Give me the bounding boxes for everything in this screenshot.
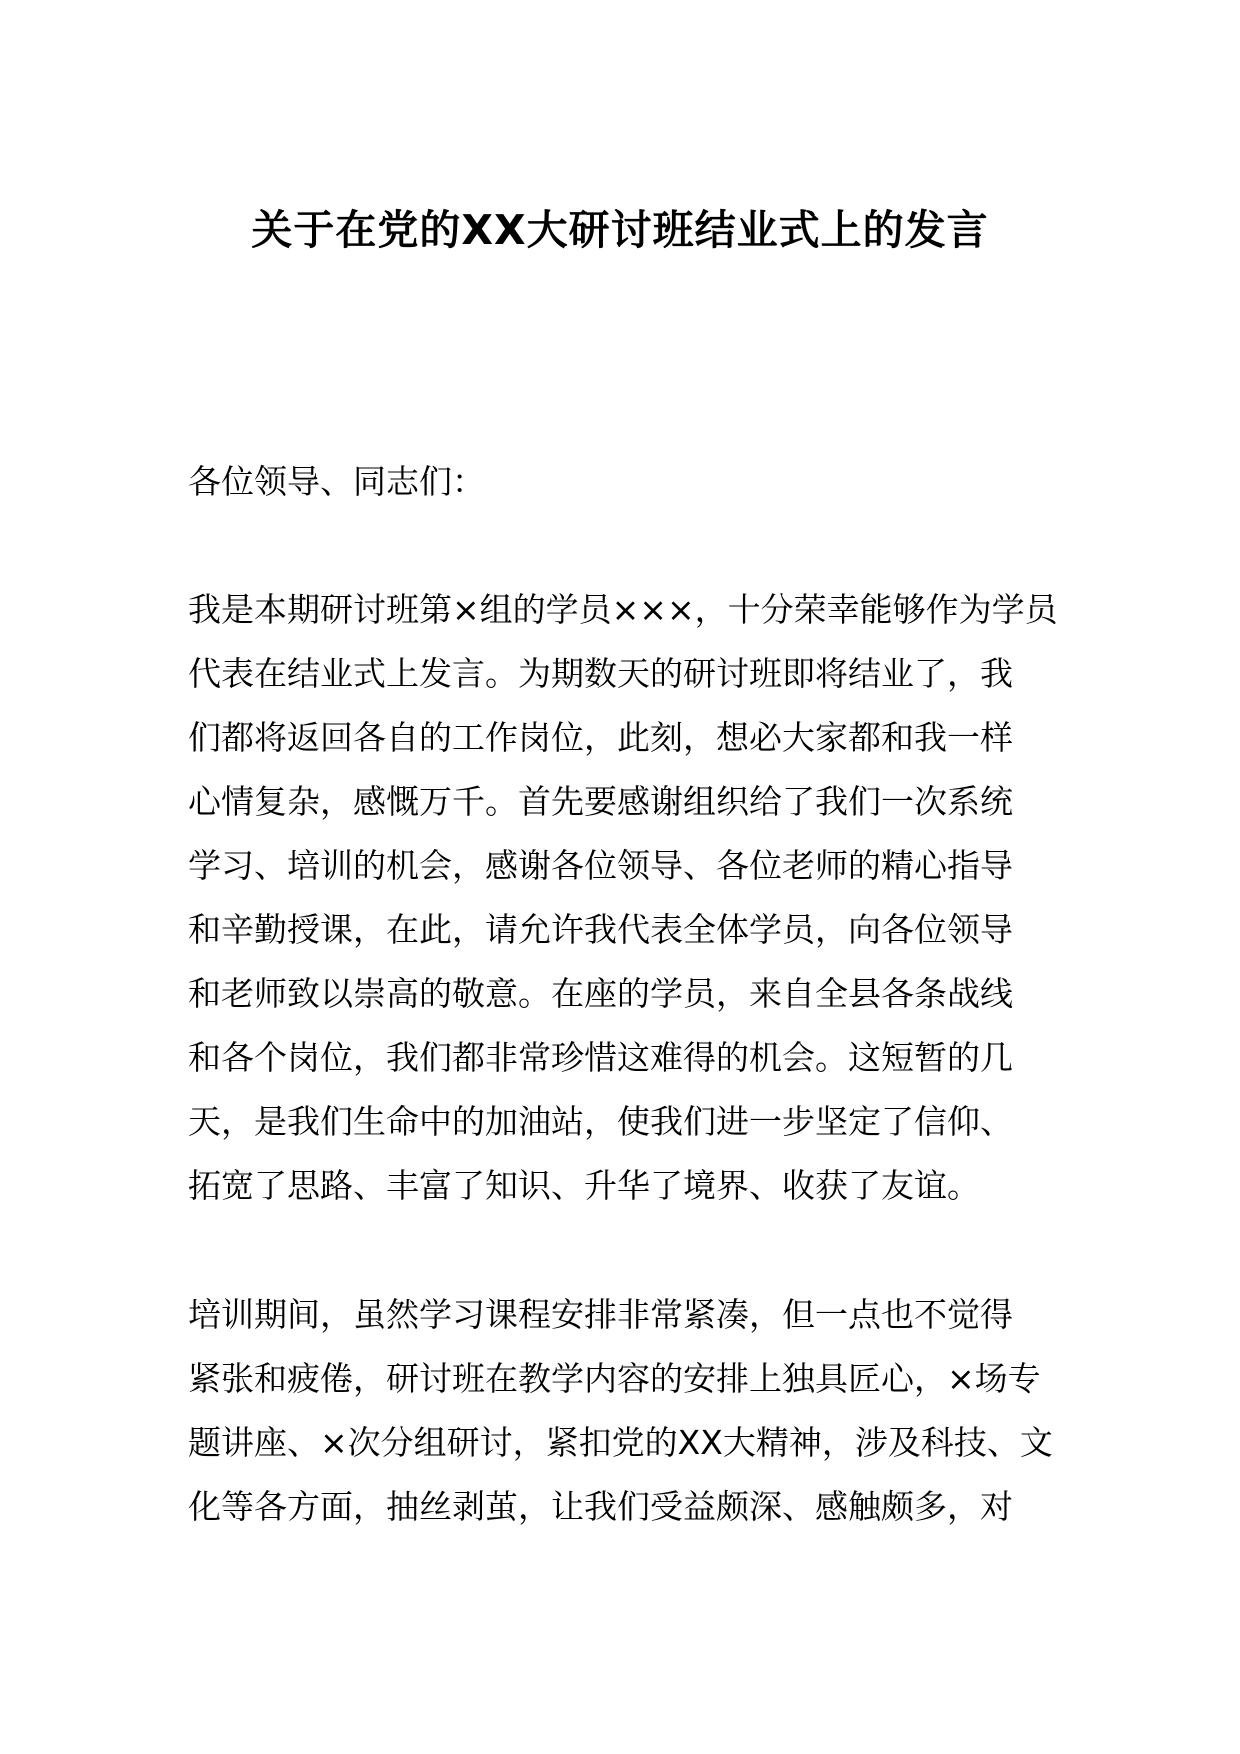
paragraph-line: 和辛勤授课，在此，请允许我代表全体学员，向各位领导 — [188, 910, 1013, 949]
paragraph-line: 和各个岗位，我们都非常珍惜这难得的机会。这短暂的几 — [188, 1038, 1013, 1077]
paragraph-line: 紧张和疲倦，研讨班在教学内容的安排上独具匠心，×场专 — [188, 1359, 1041, 1398]
paragraph-line: 心情复杂，感慨万千。首先要感谢组织给了我们一次系统 — [188, 782, 1013, 821]
paragraph-line: 和老师致以崇高的敬意。在座的学员，来自全县各条战线 — [188, 974, 1013, 1013]
salutation: 各位领导、同志们： — [188, 462, 485, 501]
paragraph-line: 天，是我们生命中的加油站，使我们进一步坚定了信仰、 — [188, 1102, 1013, 1141]
paragraph-line: 我是本期研讨班第×组的学员×××，十分荣幸能够作为学员 — [188, 590, 1058, 629]
paragraph-line: 题讲座、×次分组研讨，紧扣党的XX大精神，涉及科技、文 — [188, 1423, 1053, 1462]
paragraph-line: 培训期间，虽然学习课程安排非常紧凑，但一点也不觉得 — [188, 1295, 1013, 1334]
paragraph-line: 代表在结业式上发言。为期数天的研讨班即将结业了，我 — [188, 654, 1013, 693]
paragraph-line: 拓宽了思路、丰富了知识、升华了境界、收获了友谊。 — [188, 1166, 980, 1205]
paragraph-line: 学习、培训的机会，感谢各位领导、各位老师的精心指导 — [188, 846, 1013, 885]
document-title: 关于在党的XX大研讨班结业式上的发言 — [251, 206, 989, 254]
paragraph-line: 化等各方面，抽丝剥茧，让我们受益颇深、感触颇多，对 — [188, 1487, 1013, 1526]
paragraph-line: 们都将返回各自的工作岗位，此刻，想必大家都和我一样 — [188, 718, 1013, 757]
